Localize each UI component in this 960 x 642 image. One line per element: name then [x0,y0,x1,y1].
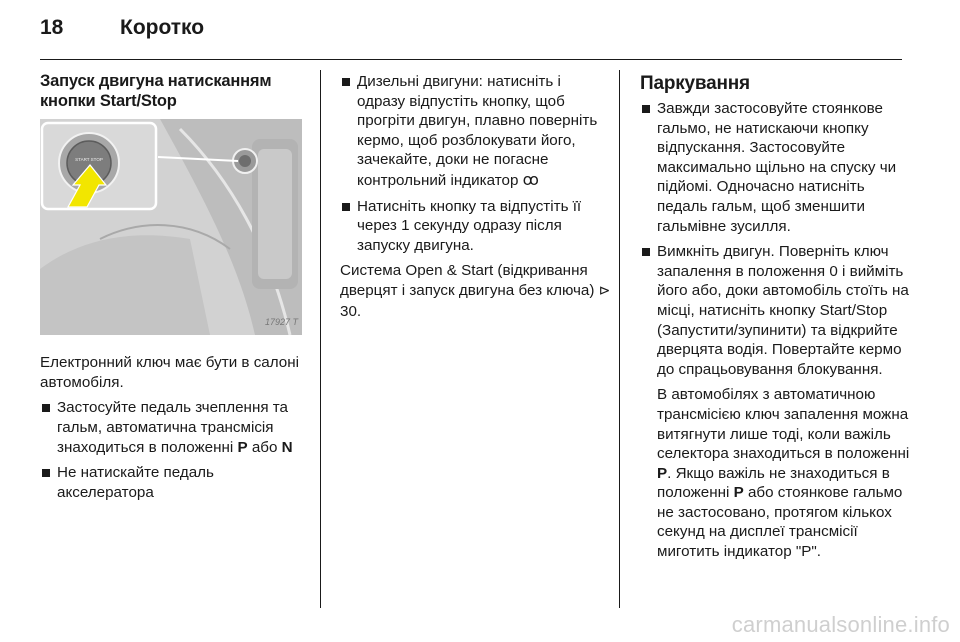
list-item: Завжди застосовуйте стоянкове гальмо, не натискаючи кнопку відпускання. Застосовуйте максимально щільно на спуску чи підйомі. Одночасно натисніть педаль гальм, щоб зменшити гальмівне зусилля. [640,99,910,236]
intro-text: Електронний ключ має бути в салоні автомобіля. [40,354,299,391]
open-start-paragraph: Система Open & Start (відкривання дверцят і запуск двигуна без ключа) ⊳ 30. [340,262,611,320]
start-steps-list [40,398,308,502]
button-label: START STOP [75,157,103,163]
list-item: Вимкніть двигун. Поверніть ключ запалення в положення 0 і вийміть його або, доки автомобіль стоїть на місці, натисніть кнопку Start/Stop (Запустити/зупинити) та відкрийте дверцята водія. Повертайте кермо до спрацьовування блокування. В автомобілях з автоматичною трансмісією ключ запалення можна витягнути лише тоді, коли важіль селектора знаходиться в положенні P. Якщо важіль не знаходиться в положенні P або стоянкове гальмо не застосовано, протягом кількох секунд на дисплеї трансмісії миготить індикатор "P". [640,242,910,562]
parking-steps-list [640,99,910,562]
watermark: carmanualsonline.info [731,612,950,637]
figure-number: 17927 T [264,316,298,327]
list-item: Натисніть кнопку та відпустіть її через 1 секунду одразу після запуску двигуна. [340,197,612,256]
header-divider [40,59,902,60]
glow-plug-icon: ꝏ [522,169,539,189]
list-item: Не натискайте педаль акселератора [40,463,308,502]
dashboard-illustration [40,119,302,335]
column-3 [640,72,910,568]
diesel-steps-list [340,72,612,255]
page-number: 18 [40,16,64,39]
parking-heading: Паркування [640,73,750,94]
column-divider-2 [619,70,620,608]
column-2 [340,72,612,327]
start-button-illustration [40,119,302,335]
column-divider-1 [320,70,321,608]
section-title: Коротко [120,16,205,39]
page-reference-icon: ⊳ [598,282,611,299]
page-reference-link[interactable]: 30. [340,302,362,320]
start-stop-heading: Запуск двигуна натисканням кнопки Start/Stop [40,72,272,110]
list-item: Дизельні двигуни: натисніть і одразу відпустіть кнопку, щоб прогріти двигун, плавно поверніть кермо, щоб розблокувати його, зачекайте, доки не погасне контрольний індикатор ꝏ [340,72,612,191]
column-1 [40,72,308,508]
page-header [40,16,920,58]
list-item: Застосуйте педаль зчеплення та гальм, автоматична трансмісія знаходиться в положенні P або N [40,398,308,457]
